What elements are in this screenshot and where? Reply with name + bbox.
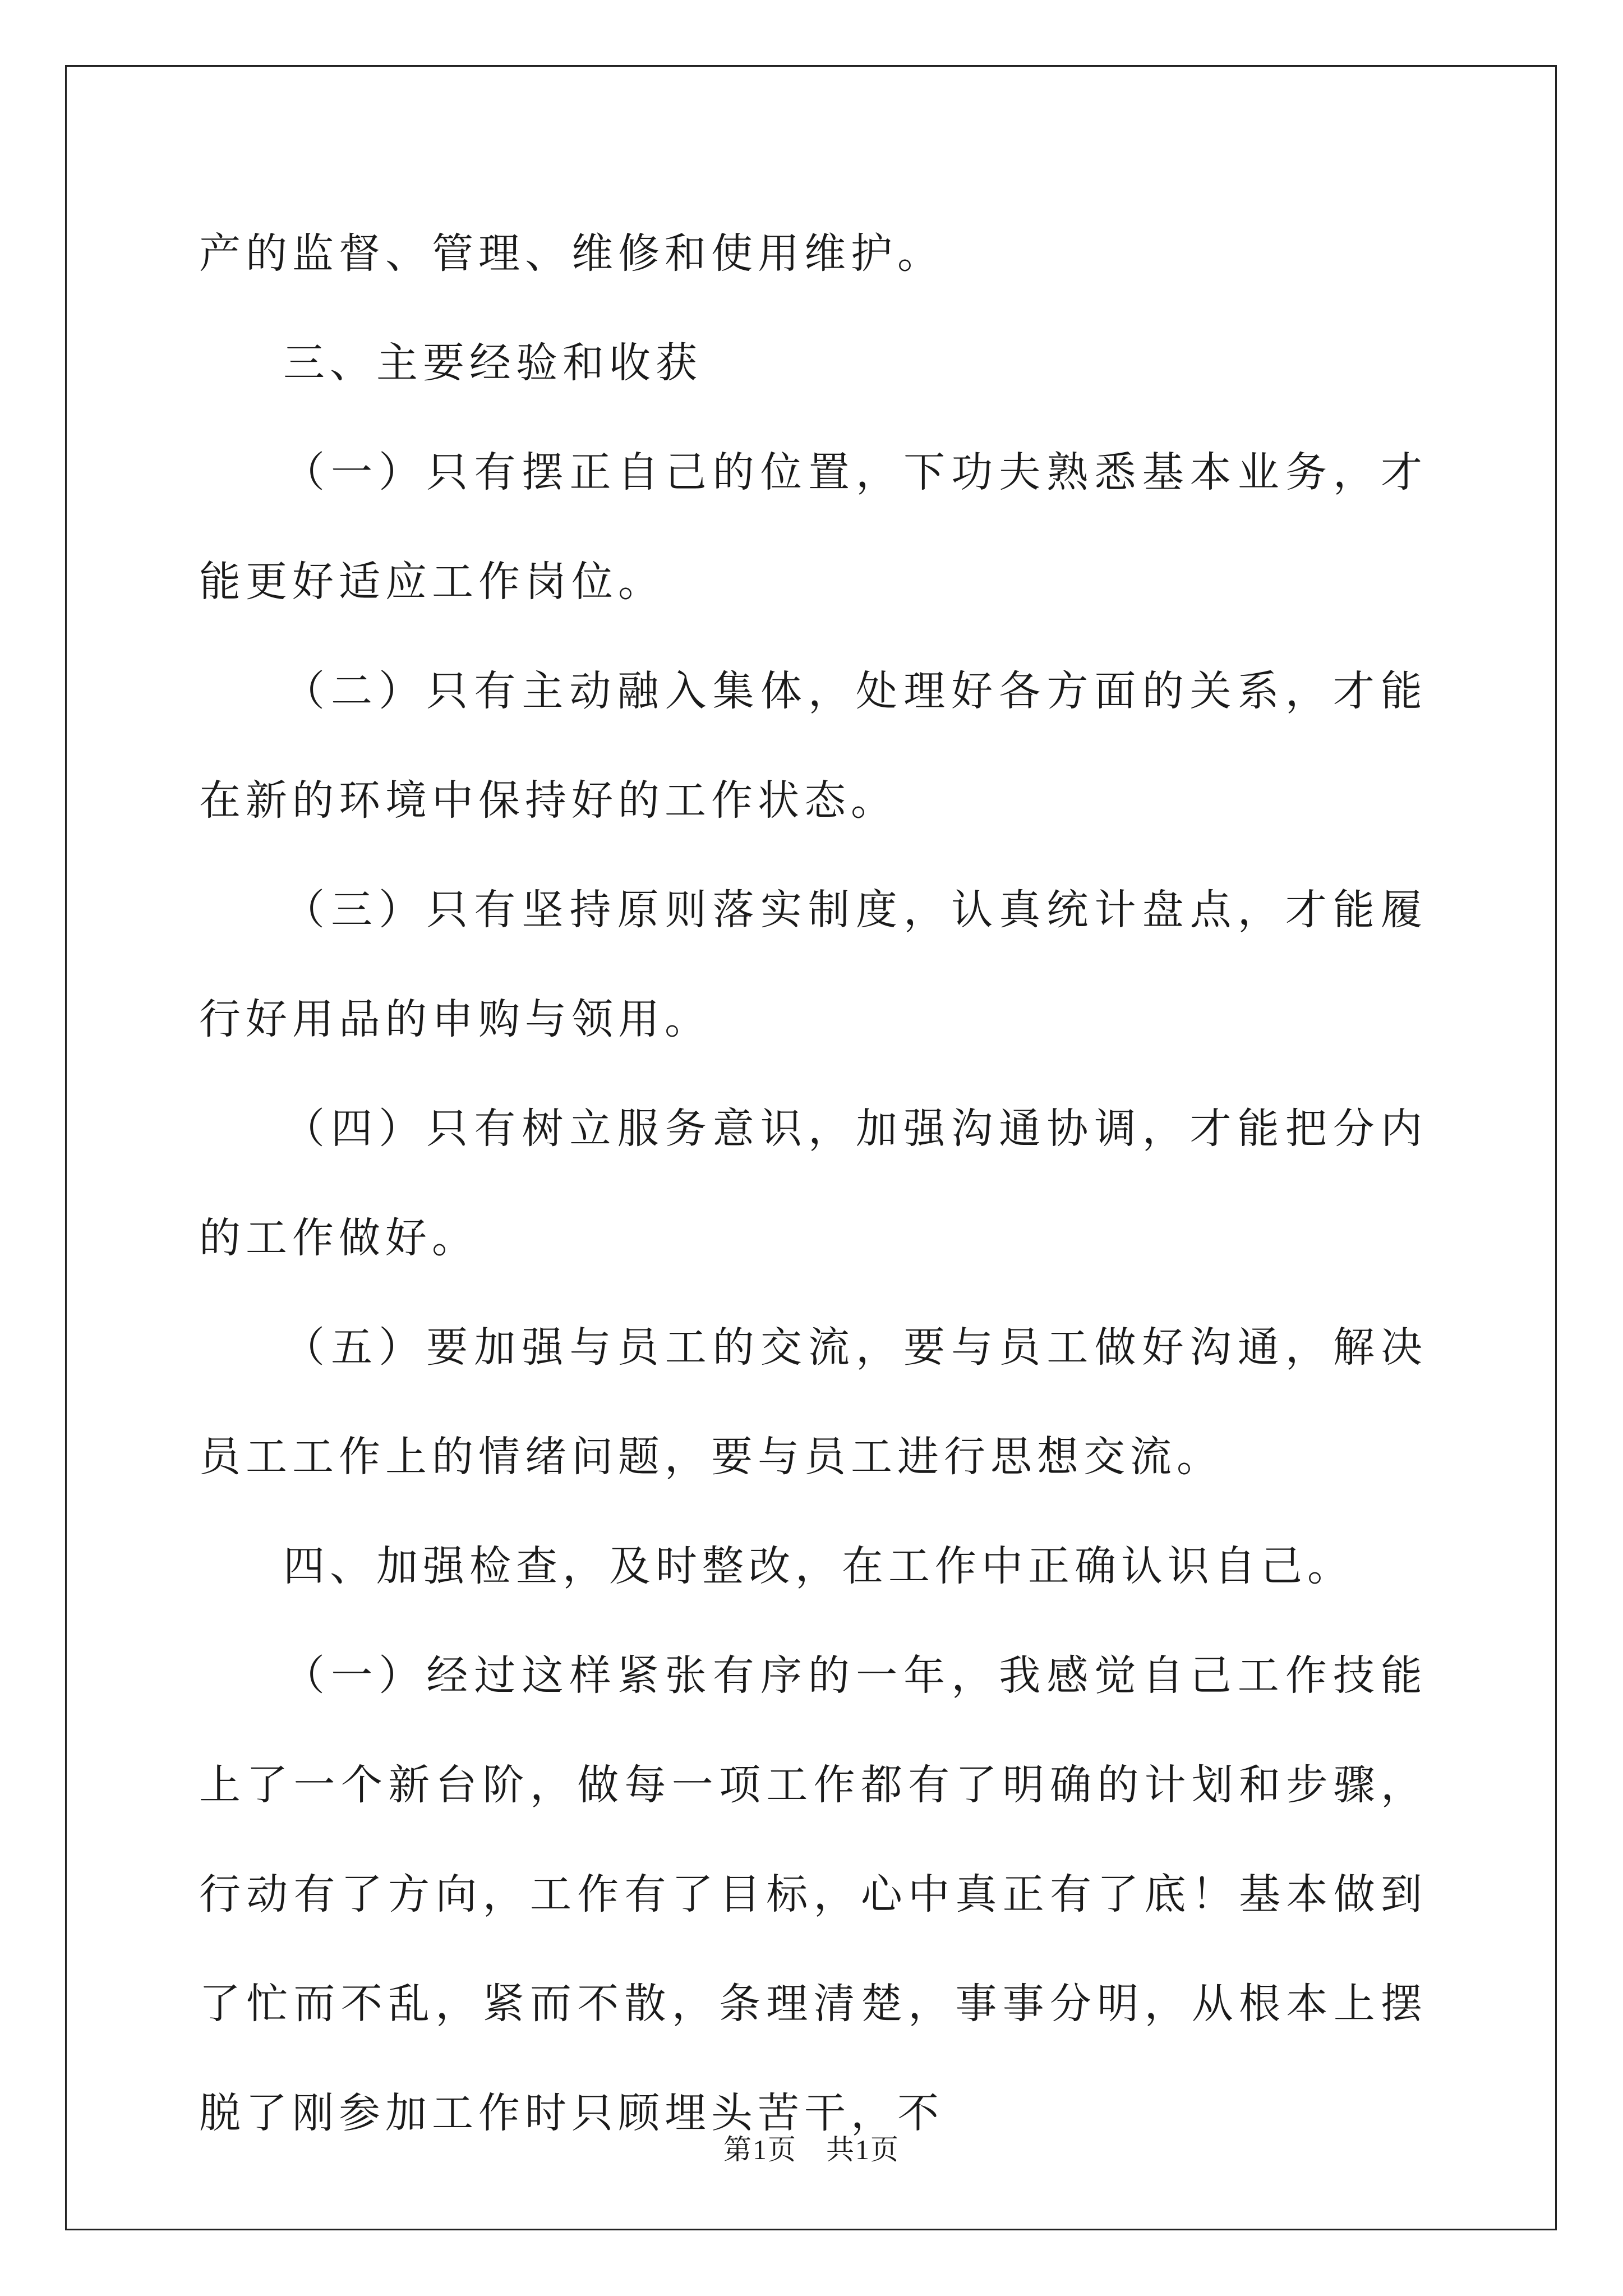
section-heading-3: 三、主要经验和收获 [283,339,702,387]
document-body [199,199,1427,2168]
paragraph-1: 产的监督、管理、维修和使用维护。 [199,229,944,278]
paragraph-item-1: （一）只有摆正自己的位置，下功夫熟悉基本业务，才能更好适应工作岗位。 [199,448,1427,606]
paragraph-item-4: （四）只有树立服务意识，加强沟通协调，才能把分内的工作做好。 [199,1105,1427,1262]
paragraph-item-6: （一）经过这样紧张有序的一年，我感觉自己工作技能上了一个新台阶，做每一项工作都有了明确的计划和步骤，行动有了方向，工作有了目标，心中真正有了底！基本做到了忙而不乱，紧而不散，条理清楚，事事分明，从根本上摆脱了刚参加工作时只顾埋头苦干，不 [199,1651,1427,2137]
page-footer: 第1页 共1页 [723,2134,900,2165]
paragraph-item-2: （二）只有主动融入集体，处理好各方面的关系，才能在新的环境中保持好的工作状态。 [199,667,1427,825]
paragraph-item-5: （五）要加强与员工的交流，要与员工做好沟通，解决员工工作上的情绪问题，要与员工进行思想交流。 [199,1323,1427,1481]
paragraph-item-3: （三）只有坚持原则落实制度，认真统计盘点，才能履行好用品的申购与领用。 [199,886,1427,1043]
section-heading-4: 四、加强检查，及时整改，在工作中正确认识自己。 [283,1542,1354,1590]
